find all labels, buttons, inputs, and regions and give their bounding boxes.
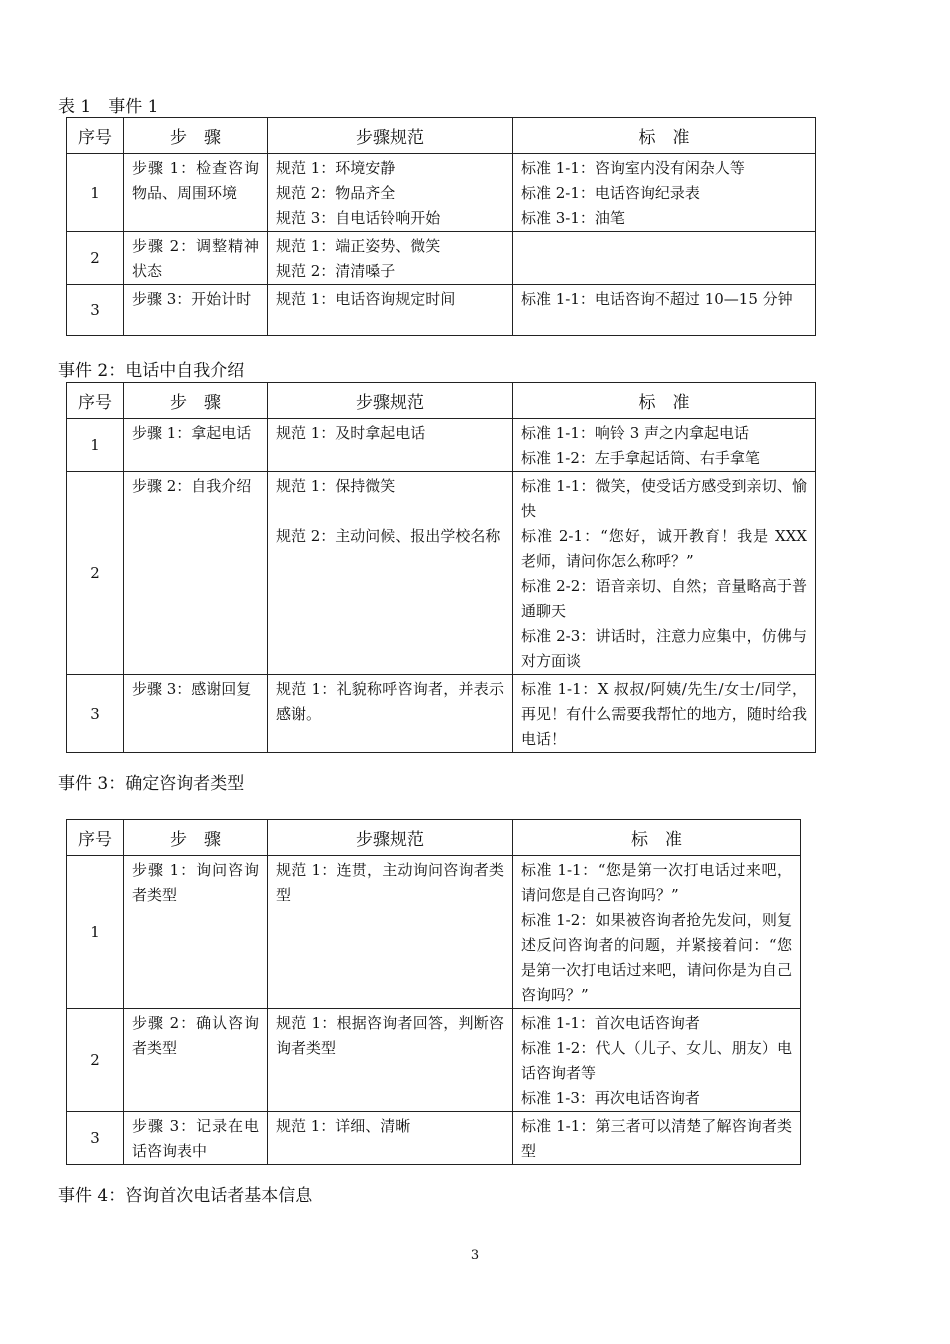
table-row	[67, 1112, 801, 1165]
standard-item: 标准 3-1：油笔	[521, 209, 625, 227]
standard-cell	[513, 154, 816, 232]
header-norm: 步骤规范	[268, 383, 513, 419]
row-number: 3	[67, 1112, 124, 1165]
event2-table	[66, 382, 816, 753]
header-standard: 标 准	[513, 820, 801, 856]
event2-caption: 事件 2：电话中自我介绍	[58, 361, 245, 381]
table-row	[67, 154, 816, 232]
norm-item: 规范 3：自电话铃响开始	[276, 209, 441, 227]
step-cell: 步骤 3：感谢回复	[124, 675, 268, 753]
norm-cell	[268, 1009, 513, 1112]
table1-caption: 表 1 事件 1	[58, 97, 159, 117]
table-row	[67, 472, 816, 675]
row-number: 2	[67, 1009, 124, 1112]
standard-cell	[513, 285, 816, 336]
norm-cell	[268, 419, 513, 472]
norm-item: 规范 2：物品齐全	[276, 184, 396, 202]
standard-cell	[513, 232, 816, 285]
standard-item: 标准 1-1：第三者可以清楚了解咨询者类型	[521, 1117, 792, 1160]
standard-cell	[513, 675, 816, 753]
table-header-row	[67, 118, 816, 154]
event3-table	[66, 819, 801, 1165]
standard-item: 标准 1-2：左手拿起话筒、右手拿笔	[521, 449, 760, 467]
row-number: 3	[67, 675, 124, 753]
norm-cell	[268, 1112, 513, 1165]
standard-item: 标准 1-1：“您是第一次打电话过来吧，请问您是自己咨询吗？”	[521, 861, 792, 904]
norm-item: 规范 1：连贯，主动询问咨询者类型	[276, 861, 504, 904]
event4-caption: 事件 4：咨询首次电话者基本信息	[58, 1186, 313, 1206]
norm-item: 规范 1：礼貌称呼咨询者，并表示感谢。	[276, 680, 504, 723]
standard-item: 标准 1-2：代人（儿子、女儿、朋友）电话咨询者等	[521, 1039, 792, 1082]
standard-cell	[513, 419, 816, 472]
row-number: 1	[67, 856, 124, 1009]
table-row	[67, 856, 801, 1009]
norm-item: 规范 1：根据咨询者回答，判断咨询者类型	[276, 1014, 504, 1057]
header-standard: 标 准	[513, 118, 816, 154]
standard-item: 标准 1-1：电话咨询不超过 10—15 分钟	[521, 290, 793, 308]
norm-cell	[268, 154, 513, 232]
header-step: 步 骤	[124, 118, 268, 154]
header-standard: 标 准	[513, 383, 816, 419]
table-row	[67, 419, 816, 472]
table-row	[67, 285, 816, 336]
norm-item: 规范 2：主动问候、报出学校名称	[276, 527, 501, 545]
row-number: 1	[67, 419, 124, 472]
header-num: 序号	[67, 820, 124, 856]
step-cell: 步骤 2：自我介绍	[124, 472, 268, 675]
norm-item: 规范 1：电话咨询规定时间	[276, 290, 456, 308]
standard-cell	[513, 1009, 801, 1112]
step-cell: 步骤 2：调整精神状态	[124, 232, 268, 285]
norm-cell	[268, 285, 513, 336]
header-norm: 步骤规范	[268, 118, 513, 154]
norm-item: 规范 2：清清嗓子	[276, 262, 396, 280]
header-step: 步 骤	[124, 383, 268, 419]
norm-item: 规范 1：保持微笑	[276, 477, 396, 495]
standard-item: 标准 2-2：语音亲切、自然；音量略高于普通聊天	[521, 577, 807, 620]
table-header-row	[67, 383, 816, 419]
table-row	[67, 232, 816, 285]
standard-item: 标准 2-3：讲话时，注意力应集中，仿佛与对方面谈	[521, 627, 807, 670]
standard-item: 标准 2-1：“您好，诚开教育！我是 XXX 老师，请问你怎么称呼？”	[521, 527, 807, 570]
step-cell: 步骤 2：确认咨询者类型	[124, 1009, 268, 1112]
step-cell: 步骤 3：开始计时	[124, 285, 268, 336]
standard-item: 标准 1-1：咨询室内没有闲杂人等	[521, 159, 745, 177]
header-step: 步 骤	[124, 820, 268, 856]
norm-item: 规范 1：端正姿势、微笑	[276, 237, 441, 255]
table-header-row	[67, 820, 801, 856]
standard-item: 标准 2-1：电话咨询纪录表	[521, 184, 700, 202]
standard-item: 标准 1-1：微笑，使受话方感受到亲切、愉快	[521, 477, 807, 520]
step-cell: 步骤 1：检查咨询物品、周围环境	[124, 154, 268, 232]
header-num: 序号	[67, 118, 124, 154]
table-row	[67, 675, 816, 753]
row-number: 2	[67, 472, 124, 675]
standard-cell	[513, 472, 816, 675]
row-number: 1	[67, 154, 124, 232]
row-number: 2	[67, 232, 124, 285]
standard-item: 标准 1-3：再次电话咨询者	[521, 1089, 700, 1107]
norm-item: 规范 1：环境安静	[276, 159, 396, 177]
norm-cell	[268, 232, 513, 285]
event1-table	[66, 117, 816, 336]
header-norm: 步骤规范	[268, 820, 513, 856]
row-number: 3	[67, 285, 124, 336]
header-num: 序号	[67, 383, 124, 419]
norm-item: 规范 1：详细、清晰	[276, 1117, 411, 1135]
step-cell: 步骤 1：拿起电话	[124, 419, 268, 472]
standard-item: 标准 1-1：响铃 3 声之内拿起电话	[521, 424, 750, 442]
norm-cell	[268, 856, 513, 1009]
standard-item: 标准 1-1：首次电话咨询者	[521, 1014, 700, 1032]
standard-item: 标准 1-2：如果被咨询者抢先发问，则复述反问咨询者的问题，并紧接着问：“您是第一次打电话过来吧，请问你是为自己咨询吗？”	[521, 911, 792, 1004]
norm-cell	[268, 472, 513, 675]
standard-cell	[513, 1112, 801, 1165]
step-cell: 步骤 1：询问咨询者类型	[124, 856, 268, 1009]
norm-cell	[268, 675, 513, 753]
page-number: 3	[470, 1248, 480, 1263]
step-cell: 步骤 3：记录在电话咨询表中	[124, 1112, 268, 1165]
norm-item: 规范 1：及时拿起电话	[276, 424, 426, 442]
standard-cell	[513, 856, 801, 1009]
standard-item: 标准 1-1：X 叔叔/阿姨/先生/女士/同学，再见！有什么需要我帮忙的地方，随时给我电话！	[521, 680, 807, 748]
event3-caption: 事件 3：确定咨询者类型	[58, 774, 245, 794]
table-row	[67, 1009, 801, 1112]
